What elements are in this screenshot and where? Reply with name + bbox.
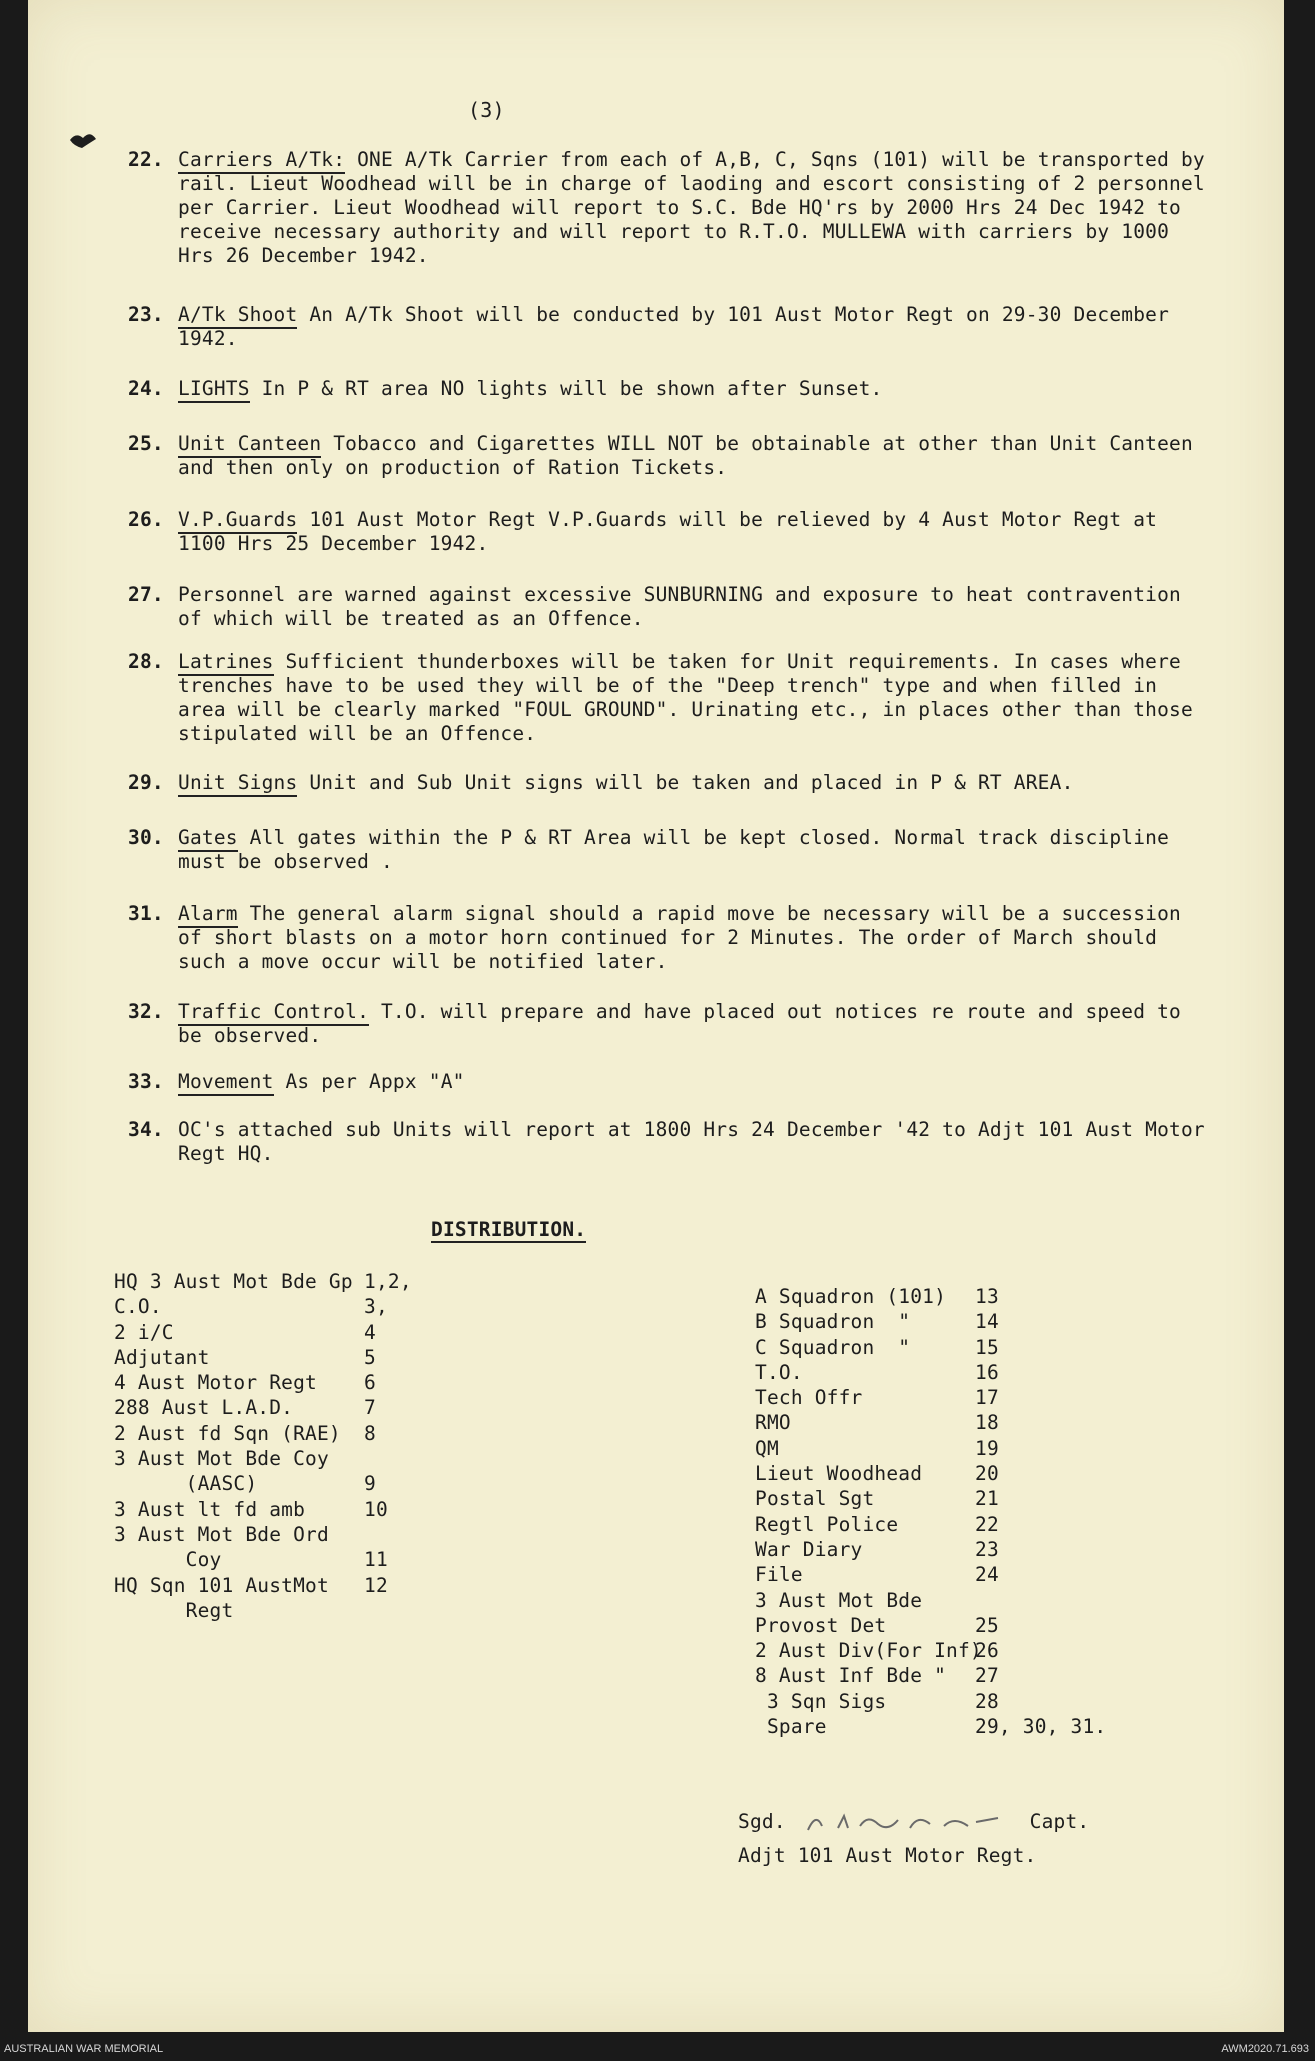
distribution-entry — [755, 1563, 1175, 1588]
distribution-recipient: 3 Aust Mot Bde Ord — [114, 1522, 329, 1546]
distribution-entry — [114, 1270, 444, 1295]
distribution-entry — [114, 1548, 444, 1573]
paragraph-heading: V.P.Guards — [178, 508, 297, 534]
paragraph-body — [178, 432, 1208, 480]
distribution-copy-number: 4 — [364, 1320, 376, 1344]
distribution-copy-number: 23 — [975, 1537, 999, 1561]
distribution-copy-number: 14 — [975, 1310, 999, 1334]
distribution-entry — [755, 1589, 1175, 1614]
paragraph-body — [178, 303, 1208, 351]
distribution-copy-number: 10 — [364, 1497, 388, 1521]
footer-institution: AUSTRALIAN WAR MEMORIAL — [4, 2043, 164, 2055]
distribution-entry — [755, 1437, 1175, 1462]
distribution-entry — [755, 1487, 1175, 1512]
paragraph-body — [178, 377, 1208, 401]
paragraph-number: 33. — [128, 1070, 164, 1093]
paragraph-number: 27. — [128, 583, 164, 606]
distribution-recipient: T.O. — [755, 1360, 803, 1384]
distribution-entry — [114, 1422, 444, 1447]
paragraph-heading: Carriers A/Tk: — [178, 148, 345, 174]
paragraph-body — [178, 583, 1208, 631]
distribution-right-list — [755, 1285, 1175, 1740]
paragraph-24 — [128, 377, 1208, 401]
paragraph-number: 25. — [128, 432, 164, 455]
distribution-entry — [755, 1513, 1175, 1538]
archive-footer — [0, 2040, 1315, 2061]
paragraph-31 — [128, 902, 1208, 974]
paragraph-heading: Gates — [178, 826, 238, 852]
distribution-copy-number: 12 — [364, 1573, 388, 1597]
distribution-copy-number: 1,2, — [364, 1270, 412, 1293]
distribution-recipient: 3 Aust Mot Bde Coy — [114, 1447, 329, 1471]
distribution-copy-number: 22 — [975, 1512, 999, 1536]
signature-title: Adjt 101 Aust Motor Regt. — [738, 1844, 1037, 1867]
distribution-copy-number: 13 — [975, 1285, 999, 1308]
distribution-entry — [114, 1498, 444, 1523]
paragraph-heading: A/Tk Shoot — [178, 303, 297, 329]
distribution-copy-number: 29, 30, 31. — [975, 1715, 1107, 1739]
paragraph-number: 32. — [128, 1000, 164, 1023]
ink-blot — [68, 130, 98, 150]
distribution-entry — [114, 1295, 444, 1320]
distribution-recipient: Provost Det — [755, 1613, 887, 1637]
distribution-recipient: 3 Sqn Sigs — [755, 1689, 887, 1713]
page-number: (3) — [468, 98, 505, 122]
paragraph-number: 28. — [128, 650, 164, 673]
distribution-recipient: HQ Sqn 101 AustMot — [114, 1573, 329, 1597]
distribution-entry — [755, 1361, 1175, 1386]
paragraph-heading: Latrines — [178, 650, 274, 676]
distribution-copy-number: 7 — [364, 1396, 376, 1420]
distribution-recipient: 3 Aust Mot Bde — [755, 1588, 923, 1612]
distribution-entry — [755, 1614, 1175, 1639]
distribution-recipient: Adjutant — [114, 1345, 210, 1369]
distribution-recipient: File — [755, 1563, 803, 1587]
paragraph-text: T.O. will prepare and have placed out notices re route and speed to be observed. — [178, 1000, 1181, 1047]
paragraph-number: 24. — [128, 377, 164, 400]
distribution-recipient: Coy — [114, 1548, 222, 1572]
paragraph-number: 30. — [128, 826, 164, 849]
distribution-recipient: 2 Aust fd Sqn (RAE) — [114, 1421, 341, 1445]
paragraph-body — [178, 1118, 1208, 1166]
distribution-entry — [114, 1574, 444, 1599]
distribution-entry — [114, 1599, 444, 1624]
paragraph-26 — [128, 508, 1208, 556]
distribution-copy-number: 17 — [975, 1386, 999, 1410]
distribution-entry — [755, 1462, 1175, 1487]
handwritten-signature — [798, 1808, 1018, 1838]
distribution-copy-number: 24 — [975, 1563, 999, 1587]
signature-rank: Capt. — [1029, 1810, 1090, 1833]
distribution-entry — [755, 1285, 1175, 1310]
paragraph-text: All gates within the P & RT Area will be kept closed. Normal track discipline must be observed . — [178, 826, 1170, 873]
distribution-entry — [755, 1386, 1175, 1411]
distribution-recipient: 288 Aust L.A.D. — [114, 1396, 294, 1420]
distribution-copy-number: 15 — [975, 1335, 999, 1359]
distribution-recipient: Regtl Police — [755, 1512, 899, 1536]
paragraph-number: 22. — [128, 148, 164, 171]
distribution-copy-number: 20 — [975, 1462, 999, 1486]
distribution-copy-number: 5 — [364, 1345, 376, 1369]
distribution-recipient: 4 Aust Motor Regt — [114, 1371, 317, 1395]
paragraph-34 — [128, 1118, 1208, 1166]
distribution-entry — [755, 1715, 1175, 1740]
distribution-recipient: A Squadron (101) — [755, 1285, 947, 1308]
distribution-recipient: C.O. — [114, 1295, 162, 1319]
distribution-copy-number: 28 — [975, 1689, 999, 1713]
distribution-entry — [755, 1310, 1175, 1335]
distribution-recipient: 2 Aust Div(For Inf) — [755, 1639, 982, 1663]
paragraph-text: Personnel are warned against excessive SUNBURNING and exposure to heat contravention of which will be treated as an Offence. — [178, 583, 1181, 630]
paragraph-text: OC's attached sub Units will report at 1800 Hrs 24 December '42 to Adjt 101 Aust Motor Regt HQ. — [178, 1118, 1205, 1165]
distribution-copy-number: 6 — [364, 1371, 376, 1395]
distribution-entry — [114, 1447, 444, 1472]
distribution-copy-number: 9 — [364, 1472, 376, 1496]
paragraph-text: An A/Tk Shoot will be conducted by 101 Aust Motor Regt on 29-30 December 1942. — [178, 303, 1170, 350]
document-page — [28, 0, 1284, 2032]
distribution-recipient: (AASC) — [114, 1472, 258, 1496]
paragraph-23 — [128, 303, 1208, 351]
distribution-entry — [114, 1346, 444, 1371]
distribution-copy-number: 11 — [364, 1548, 388, 1572]
distribution-recipient: War Diary — [755, 1537, 863, 1561]
paragraph-heading: LIGHTS — [178, 377, 250, 403]
distribution-entry — [755, 1538, 1175, 1563]
distribution-recipient: Tech Offr — [755, 1386, 863, 1410]
paragraph-number: 34. — [128, 1118, 164, 1141]
paragraph-number: 26. — [128, 508, 164, 531]
footer-reference: AWM2020.71.693 — [1221, 2043, 1309, 2055]
distribution-entry — [114, 1321, 444, 1346]
signature-prefix: Sgd. — [738, 1810, 786, 1833]
distribution-recipient: 2 i/C — [114, 1320, 174, 1344]
distribution-recipient: 3 Aust lt fd amb — [114, 1497, 306, 1521]
paragraph-body — [178, 771, 1208, 795]
paragraph-32 — [128, 1000, 1208, 1048]
distribution-recipient: QM — [755, 1436, 779, 1460]
distribution-copy-number: 3, — [364, 1295, 388, 1319]
paragraph-body — [178, 508, 1208, 556]
paragraph-body — [178, 148, 1208, 268]
paragraph-33 — [128, 1070, 1208, 1094]
distribution-copy-number: 8 — [364, 1421, 376, 1445]
paragraph-body — [178, 1070, 1208, 1094]
distribution-recipient: 8 Aust Inf Bde " — [755, 1664, 947, 1688]
distribution-entry — [755, 1664, 1175, 1689]
distribution-entry — [755, 1411, 1175, 1436]
paragraph-number: 31. — [128, 902, 164, 925]
paragraph-text: ONE A/Tk Carrier from each of A,B, C, Sqns (101) will be transported by rail. Lieut Woodhead will be in charge of laoding and escort consisting of 2 personnel per Carrier. Lieut Woodhead will report to S.C. Bde HQ'rs by 2000 Hrs 24 Dec 1942 to receive necessary authority and will report to R.T.O. MULLEWA with carriers by 1000 Hrs 26 December 1942. — [178, 148, 1205, 267]
distribution-recipient: HQ 3 Aust Mot Bde Gp — [114, 1270, 353, 1293]
distribution-recipient: Spare — [755, 1715, 827, 1739]
paragraph-number: 29. — [128, 771, 164, 794]
paragraph-text: Sufficient thunderboxes will be taken for Unit requirements. In cases where trenches have to be used they will be of the "Deep trench" type and when filled in area will be clearly marked "FOUL GROUND". Urinating etc., in places other than those stipulated will be an Offence. — [178, 650, 1193, 745]
paragraph-heading: Alarm — [178, 902, 238, 928]
paragraph-28 — [128, 650, 1208, 746]
distribution-entry — [114, 1371, 444, 1396]
distribution-copy-number: 25 — [975, 1613, 999, 1637]
distribution-entry — [114, 1472, 444, 1497]
distribution-copy-number: 16 — [975, 1360, 999, 1384]
distribution-entry — [755, 1639, 1175, 1664]
paragraph-heading: Traffic Control. — [178, 1000, 369, 1026]
distribution-entry — [114, 1396, 444, 1421]
paragraph-text: As per Appx "A" — [273, 1070, 465, 1093]
distribution-copy-number: 18 — [975, 1411, 999, 1435]
distribution-copy-number: 27 — [975, 1664, 999, 1688]
paragraph-body — [178, 1000, 1208, 1048]
distribution-copy-number: 26 — [975, 1639, 999, 1663]
paragraph-30 — [128, 826, 1208, 874]
distribution-recipient: RMO — [755, 1411, 791, 1435]
paragraph-heading: Unit Canteen — [178, 432, 321, 458]
distribution-recipient: Lieut Woodhead — [755, 1462, 923, 1486]
paragraph-text: In P & RT area NO lights will be shown after Sunset. — [249, 377, 883, 400]
paragraph-heading: Movement — [178, 1070, 274, 1096]
paragraph-text: The general alarm signal should a rapid move be necessary will be a succession of short blasts on a motor horn continued for 2 Minutes. The order of March should such a move occur will be notified later. — [178, 902, 1181, 973]
distribution-recipient: Postal Sgt — [755, 1487, 875, 1511]
signature-block — [738, 1805, 1089, 1873]
distribution-entry — [755, 1690, 1175, 1715]
paragraph-heading: Unit Signs — [178, 771, 297, 797]
distribution-entry — [755, 1336, 1175, 1361]
distribution-copy-number: 21 — [975, 1487, 999, 1511]
distribution-title: DISTRIBUTION. — [431, 1218, 587, 1241]
paragraph-29 — [128, 771, 1208, 795]
paragraph-body — [178, 650, 1208, 746]
paragraph-27 — [128, 583, 1208, 631]
paragraph-number: 23. — [128, 303, 164, 326]
paragraph-text: 101 Aust Motor Regt V.P.Guards will be relieved by 4 Aust Motor Regt at 1100 Hrs 25 December 1942. — [178, 508, 1158, 555]
distribution-entry — [114, 1523, 444, 1548]
paragraph-text: Tobacco and Cigarettes WILL NOT be obtainable at other than Unit Canteen and then only on production of Ration Tickets. — [178, 432, 1193, 479]
paragraph-text: Unit and Sub Unit signs will be taken and placed in P & RT AREA. — [297, 771, 1074, 794]
distribution-copy-number: 19 — [975, 1436, 999, 1460]
paragraph-22 — [128, 148, 1208, 268]
paragraph-body — [178, 826, 1208, 874]
distribution-recipient: B Squadron " — [755, 1310, 911, 1334]
paragraph-25 — [128, 432, 1208, 480]
distribution-left-list — [114, 1270, 444, 1624]
distribution-recipient: Regt — [114, 1598, 234, 1622]
distribution-recipient: C Squadron " — [755, 1335, 911, 1359]
paragraph-body — [178, 902, 1208, 974]
